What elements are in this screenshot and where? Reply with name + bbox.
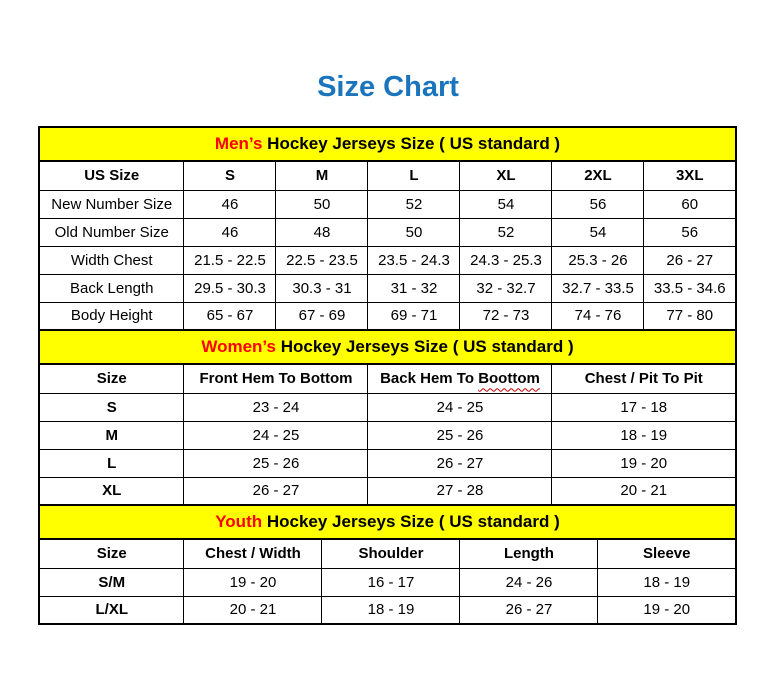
- womens-data-cell: 24 - 25: [184, 421, 368, 449]
- youth-header-4: Sleeve: [598, 539, 736, 568]
- mens-data-cell: 31 - 32: [368, 274, 460, 302]
- mens-header-row: [39, 161, 736, 190]
- youth-data-cell: 18 - 19: [598, 568, 736, 596]
- mens-data-cell: 69 - 71: [368, 302, 460, 330]
- mens-data-cell: 25.3 - 26: [552, 246, 644, 274]
- mens-data-cell: 54: [460, 190, 552, 218]
- mens-data-cell: 77 - 80: [644, 302, 736, 330]
- mens-row-label: Body Height: [39, 302, 184, 330]
- youth-row-label: L/XL: [39, 596, 184, 624]
- womens-data-cell: 26 - 27: [184, 477, 368, 505]
- youth-band-row: [39, 505, 736, 539]
- youth-data-cell: 16 - 17: [322, 568, 460, 596]
- mens-row-label: Width Chest: [39, 246, 184, 274]
- mens-data-cell: 26 - 27: [644, 246, 736, 274]
- mens-row-label: New Number Size: [39, 190, 184, 218]
- womens-row-label: M: [39, 421, 184, 449]
- youth-header-0: Size: [39, 539, 184, 568]
- mens-header-4: XL: [460, 161, 552, 190]
- mens-data-cell: 56: [552, 190, 644, 218]
- mens-data-cell: 67 - 69: [276, 302, 368, 330]
- womens-row-2: [39, 449, 736, 477]
- youth-data-cell: 26 - 27: [460, 596, 598, 624]
- mens-data-cell: 74 - 76: [552, 302, 644, 330]
- mens-data-cell: 54: [552, 218, 644, 246]
- womens-header-1: Front Hem To Bottom: [184, 364, 368, 393]
- womens-row-1: [39, 421, 736, 449]
- womens-header-row: [39, 364, 736, 393]
- mens-data-cell: 60: [644, 190, 736, 218]
- womens-data-cell: 17 - 18: [552, 393, 736, 421]
- mens-header-3: L: [368, 161, 460, 190]
- youth-data-cell: 18 - 19: [322, 596, 460, 624]
- womens-row-label: S: [39, 393, 184, 421]
- youth-header-2: Shoulder: [322, 539, 460, 568]
- womens-band-title: [39, 330, 736, 364]
- youth-header-3: Length: [460, 539, 598, 568]
- mens-data-cell: 29.5 - 30.3: [184, 274, 276, 302]
- mens-data-cell: 56: [644, 218, 736, 246]
- womens-data-cell: 26 - 27: [368, 449, 552, 477]
- mens-data-cell: 48: [276, 218, 368, 246]
- mens-data-cell: 52: [368, 190, 460, 218]
- mens-row-label: Back Length: [39, 274, 184, 302]
- womens-row-label: XL: [39, 477, 184, 505]
- mens-data-cell: 21.5 - 22.5: [184, 246, 276, 274]
- mens-data-cell: 22.5 - 23.5: [276, 246, 368, 274]
- womens-size-table: [38, 329, 737, 506]
- youth-row-1: [39, 596, 736, 624]
- womens-row-3: [39, 477, 736, 505]
- mens-data-cell: 33.5 - 34.6: [644, 274, 736, 302]
- womens-data-cell: 25 - 26: [368, 421, 552, 449]
- youth-header-1: Chest / Width: [184, 539, 322, 568]
- mens-header-5: 2XL: [552, 161, 644, 190]
- womens-data-cell: 27 - 28: [368, 477, 552, 505]
- mens-data-cell: 50: [276, 190, 368, 218]
- mens-row-3: [39, 274, 736, 302]
- mens-data-cell: 50: [368, 218, 460, 246]
- youth-size-table: [38, 504, 737, 625]
- mens-band-row: [39, 127, 736, 161]
- womens-header-3: Chest / Pit To Pit: [552, 364, 736, 393]
- mens-band-rest: Hockey Jerseys Size ( US standard ): [262, 134, 561, 153]
- womens-data-cell: 19 - 20: [552, 449, 736, 477]
- womens-band-row: [39, 330, 736, 364]
- womens-data-cell: 18 - 19: [552, 421, 736, 449]
- page-title: Size Chart: [317, 71, 459, 103]
- womens-header-0: Size: [39, 364, 184, 393]
- spellcheck-flagged-word: Boottom: [478, 370, 540, 388]
- mens-data-cell: 32.7 - 33.5: [552, 274, 644, 302]
- mens-data-cell: 23.5 - 24.3: [368, 246, 460, 274]
- youth-data-cell: 19 - 20: [184, 568, 322, 596]
- womens-data-cell: 24 - 25: [368, 393, 552, 421]
- youth-data-cell: 20 - 21: [184, 596, 322, 624]
- youth-band-title: [39, 505, 736, 539]
- mens-header-2: M: [276, 161, 368, 190]
- youth-data-cell: 24 - 26: [460, 568, 598, 596]
- mens-data-cell: 72 - 73: [460, 302, 552, 330]
- mens-data-cell: 32 - 32.7: [460, 274, 552, 302]
- mens-band-title: [39, 127, 736, 161]
- womens-data-cell: 20 - 21: [552, 477, 736, 505]
- mens-row-4: [39, 302, 736, 330]
- mens-size-table: [38, 126, 737, 331]
- youth-band-rest: Hockey Jerseys Size ( US standard ): [262, 512, 560, 531]
- womens-row-0: [39, 393, 736, 421]
- mens-row-2: [39, 246, 736, 274]
- youth-data-cell: 19 - 20: [598, 596, 736, 624]
- mens-data-cell: 65 - 67: [184, 302, 276, 330]
- womens-row-label: L: [39, 449, 184, 477]
- mens-row-0: [39, 190, 736, 218]
- mens-data-cell: 46: [184, 218, 276, 246]
- womens-data-cell: 25 - 26: [184, 449, 368, 477]
- womens-band-accent: Women’s: [201, 337, 276, 356]
- womens-data-cell: 23 - 24: [184, 393, 368, 421]
- youth-row-label: S/M: [39, 568, 184, 596]
- mens-data-cell: 46: [184, 190, 276, 218]
- mens-row-label: Old Number Size: [39, 218, 184, 246]
- mens-band-accent: Men’s: [214, 134, 263, 153]
- mens-header-6: 3XL: [644, 161, 736, 190]
- mens-data-cell: 52: [460, 218, 552, 246]
- mens-header-1: S: [184, 161, 276, 190]
- womens-header-2: Back Hem To Boottom: [368, 364, 552, 393]
- mens-header-0: US Size: [39, 161, 184, 190]
- womens-band-rest: Hockey Jerseys Size ( US standard ): [275, 337, 574, 356]
- mens-data-cell: 24.3 - 25.3: [460, 246, 552, 274]
- mens-data-cell: 30.3 - 31: [276, 274, 368, 302]
- youth-row-0: [39, 568, 736, 596]
- youth-header-row: [39, 539, 736, 568]
- size-tables: [38, 126, 738, 625]
- youth-band-accent: Youth: [215, 512, 263, 531]
- mens-row-1: [39, 218, 736, 246]
